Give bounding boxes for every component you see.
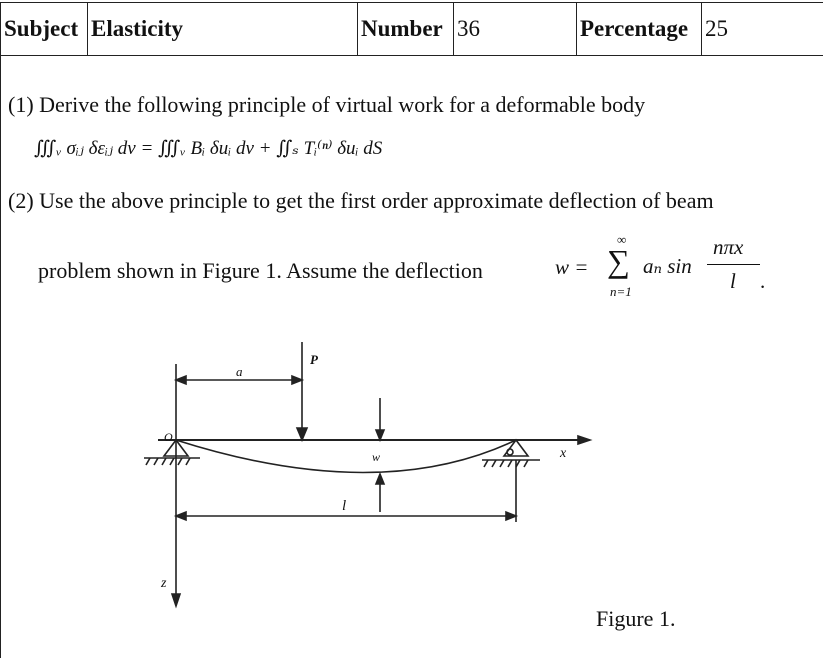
load-p-arrowhead [297, 428, 307, 440]
deflection-term: aₙ sin [643, 254, 692, 278]
z-axis-arrow [172, 594, 180, 606]
subject-label: Subject [4, 16, 79, 41]
deflection-formula [555, 232, 775, 302]
figure-label-z: z [161, 576, 167, 591]
percentage-label: Percentage [580, 16, 689, 41]
header-bottom-border [0, 55, 823, 56]
formula-period: . [760, 269, 766, 293]
part2-continuation: problem shown in Figure 1. Assume the deflection [38, 258, 483, 283]
subject-value: Elasticity [91, 16, 183, 41]
sum-lower-limit: n=1 [610, 284, 632, 299]
number-value: 36 [457, 16, 480, 41]
header-divider-5 [701, 2, 702, 55]
fraction-numerator: nπx [713, 235, 744, 259]
percentage-value: 25 [705, 16, 728, 41]
figure-label-O: O [164, 430, 173, 444]
right-support [504, 440, 528, 456]
fraction-bar [707, 264, 760, 265]
figure-label-a: a [236, 364, 243, 379]
right-roller [507, 449, 513, 455]
header-divider-1 [87, 2, 88, 55]
dimension-a-arrow-left [176, 376, 186, 384]
fraction-denominator: l [730, 269, 736, 293]
header-divider-4 [576, 2, 577, 55]
header-divider-2 [357, 2, 358, 55]
dimension-a-arrow-right [292, 376, 302, 384]
figure-caption: Figure 1. [596, 606, 676, 631]
deflection-w: w = [555, 255, 589, 279]
deflected-curve [176, 440, 516, 473]
header-divider-3 [453, 2, 454, 55]
part2-text: (2) Use the above principle to get the first order approximate deflection of beam [8, 188, 714, 213]
x-axis-arrow [578, 436, 590, 444]
sum-upper-limit: ∞ [617, 232, 627, 247]
part1-text: (1) Derive the following principle of virtual work for a deformable body [8, 92, 646, 117]
header-top-border [0, 2, 823, 3]
figure-label-l: l [342, 498, 347, 514]
sum-sign: ∑ [607, 243, 630, 279]
virtual-work-equation: ∭ᵥ σᵢⱼ δεᵢⱼ dv = ∭ᵥ Bᵢ δuᵢ dv + ∬ₛ Tᵢ⁽ⁿ⁾ δuᵢ dS [34, 138, 383, 159]
body-left-border [0, 2, 1, 658]
figure-label-P: P [310, 352, 318, 367]
figure-label-w: w [372, 450, 381, 464]
figure-label-x: x [560, 446, 567, 461]
number-label: Number [361, 16, 443, 41]
